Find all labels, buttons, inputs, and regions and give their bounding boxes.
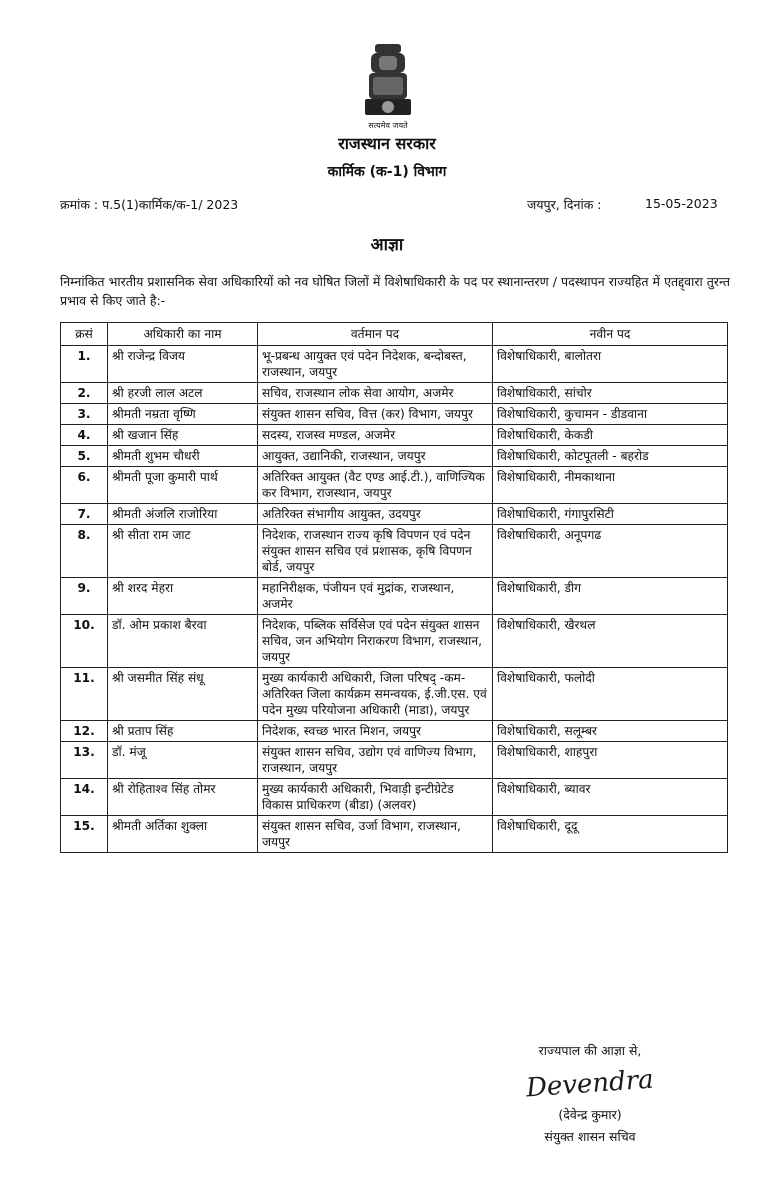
government-title: राजस्थान सरकार [338, 134, 436, 153]
signature-text: Devendra [525, 1064, 655, 1104]
new-post: विशेषाधिकारी, ब्यावर [493, 779, 728, 816]
table-row [61, 779, 728, 816]
table-row [61, 446, 728, 467]
officer-name: श्रीमती पूजा कुमारी पार्थ [108, 467, 258, 504]
transfer-table [60, 322, 728, 853]
officer-name: डॉ. ओम प्रकाश बैरवा [108, 615, 258, 668]
serial-number: 9. [61, 578, 108, 615]
serial-number: 8. [61, 525, 108, 578]
table-row [61, 742, 728, 779]
current-post: भू-प्रबन्ध आयुक्त एवं पदेन निदेशक, बन्दोबस्त, राजस्थान, जयपुर [258, 346, 493, 383]
officer-name: श्री प्रताप सिंह [108, 721, 258, 742]
new-post: विशेषाधिकारी, सांचोर [493, 383, 728, 404]
officer-name: श्रीमती अंजलि राजोरिया [108, 504, 258, 525]
new-post: विशेषाधिकारी, गंगापुरसिटी [493, 504, 728, 525]
serial-number: 12. [61, 721, 108, 742]
table-row [61, 346, 728, 383]
current-post: निदेशक, पब्लिक सर्विसेज एवं पदेन संयुक्त शासन सचिव, जन अभियोग निराकरण विभाग, राजस्थान, जयपुर [258, 615, 493, 668]
serial-number: 14. [61, 779, 108, 816]
current-post: मुख्य कार्यकारी अधिकारी, भिवाड़ी इन्टीग्रेटेड विकास प्राधिकरण (बीडा) (अलवर) [258, 779, 493, 816]
serial-number: 1. [61, 346, 108, 383]
current-post: सचिव, राजस्थान लोक सेवा आयोग, अजमेर [258, 383, 493, 404]
department-title: कार्मिक (क-1) विभाग [327, 164, 447, 180]
new-post: विशेषाधिकारी, बालोतरा [493, 346, 728, 383]
serial-number: 4. [61, 425, 108, 446]
new-post: विशेषाधिकारी, खैरथल [493, 615, 728, 668]
table-row [61, 467, 728, 504]
current-post: निदेशक, राजस्थान राज्य कृषि विपणन एवं पदेन संयुक्त शासन सचिव एवं प्रशासक, कृषि विपणन बोर्ड, जयपुर [258, 525, 493, 578]
new-post: विशेषाधिकारी, कोटपूतली - बहरोड [493, 446, 728, 467]
header-serial: क्रसं [61, 323, 108, 346]
officer-name: श्रीमती नम्रता वृष्णि [108, 404, 258, 425]
header-officer-name: अधिकारी का नाम [108, 323, 258, 346]
current-post: अतिरिक्त आयुक्त (वैट एण्ड आई.टी.), वाणिज्यिक कर विभाग, राजस्थान, जयपुर [258, 467, 493, 504]
signature-icon [470, 1062, 710, 1104]
signatory-name: (देवेन्द्र कुमार) [558, 1107, 622, 1122]
officer-name: श्री सीता राम जाट [108, 525, 258, 578]
table-row [61, 615, 728, 668]
table-row [61, 383, 728, 404]
officer-name: श्री हरजी लाल अटल [108, 383, 258, 404]
officer-name: श्रीमती शुभम चौधरी [108, 446, 258, 467]
officer-name: श्रीमती अर्तिका शुक्ला [108, 816, 258, 853]
signature-mark [470, 1062, 710, 1104]
new-post: विशेषाधिकारी, शाहपुरा [493, 742, 728, 779]
table-row [61, 816, 728, 853]
new-post: विशेषाधिकारी, कुचामन - डीडवाना [493, 404, 728, 425]
serial-number: 10. [61, 615, 108, 668]
new-post: विशेषाधिकारी, केकडी [493, 425, 728, 446]
current-post: सदस्य, राजस्व मण्डल, अजमेर [258, 425, 493, 446]
current-post: संयुक्त शासन सचिव, उर्जा विभाग, राजस्थान, जयपुर [258, 816, 493, 853]
new-post: विशेषाधिकारी, अनूपगढ [493, 525, 728, 578]
current-post: अतिरिक्त संभागीय आयुक्त, उदयपुर [258, 504, 493, 525]
current-post: मुख्य कार्यकारी अधिकारी, जिला परिषद् -कम- अतिरिक्त जिला कार्यक्रम समन्वयक, ई.जी.एस. एवं पदेन मुख्य परियोजना अधिकारी (माडा), जयपुर [258, 668, 493, 721]
serial-number: 7. [61, 504, 108, 525]
current-post: महानिरीक्षक, पंजीयन एवं मुद्रांक, राजस्थान, अजमेर [258, 578, 493, 615]
order-title: आज्ञा [370, 235, 404, 255]
current-post: संयुक्त शासन सचिव, वित्त (कर) विभाग, जयपुर [258, 404, 493, 425]
signatory-designation: संयुक्त शासन सचिव [544, 1129, 636, 1144]
header-current-post: वर्तमान पद [258, 323, 493, 346]
new-post: विशेषाधिकारी, सलूम्बर [493, 721, 728, 742]
national-emblem-icon [361, 42, 415, 134]
officer-name: श्री खजान सिंह [108, 425, 258, 446]
order-date: 15-05-2023 [645, 196, 718, 211]
serial-number: 13. [61, 742, 108, 779]
new-post: विशेषाधिकारी, डीग [493, 578, 728, 615]
current-post: संयुक्त शासन सचिव, उद्योग एवं वाणिज्य विभाग, राजस्थान, जयपुर [258, 742, 493, 779]
serial-number: 2. [61, 383, 108, 404]
new-post: विशेषाधिकारी, फलोदी [493, 668, 728, 721]
officer-name: श्री शरद मेहरा [108, 578, 258, 615]
new-post: विशेषाधिकारी, दूदू [493, 816, 728, 853]
by-order-text: राज्यपाल की आज्ञा से, [538, 1043, 642, 1058]
table-row [61, 525, 728, 578]
emblem-motto: सत्यमेव जयते [368, 121, 408, 130]
table-row [61, 504, 728, 525]
current-post: निदेशक, स्वच्छ भारत मिशन, जयपुर [258, 721, 493, 742]
new-post: विशेषाधिकारी, नीमकाथाना [493, 467, 728, 504]
table-row [61, 425, 728, 446]
serial-number: 3. [61, 404, 108, 425]
serial-number: 5. [61, 446, 108, 467]
reference-number: क्रमांक : प.5(1)कार्मिक/क-1/ 2023 [60, 197, 239, 212]
officer-name: श्री रोहिताश्व सिंह तोमर [108, 779, 258, 816]
intro-paragraph: निम्नांकित भारतीय प्रशासनिक सेवा अधिकारियों को नव घोषित जिलों में विशेषाधिकारी के पद पर स्थानान्तरण / पदस्थापन राज्यहित में एतद्द्वारा तुरन्त प्रभाव से किए जाते है:- [60, 274, 730, 308]
header-new-post: नवीन पद [493, 323, 728, 346]
officer-name: श्री राजेन्द्र विजय [108, 346, 258, 383]
serial-number: 11. [61, 668, 108, 721]
table-row [61, 404, 728, 425]
signature-block [470, 1040, 710, 1148]
table-header-row [61, 323, 728, 346]
table-row [61, 668, 728, 721]
table-row [61, 721, 728, 742]
officer-name: डॉ. मंजू [108, 742, 258, 779]
table-row [61, 578, 728, 615]
place-label: जयपुर, दिनांक : [527, 197, 602, 212]
officer-name: श्री जसमीत सिंह संधू [108, 668, 258, 721]
serial-number: 15. [61, 816, 108, 853]
current-post: आयुक्त, उद्यानिकी, राजस्थान, जयपुर [258, 446, 493, 467]
serial-number: 6. [61, 467, 108, 504]
